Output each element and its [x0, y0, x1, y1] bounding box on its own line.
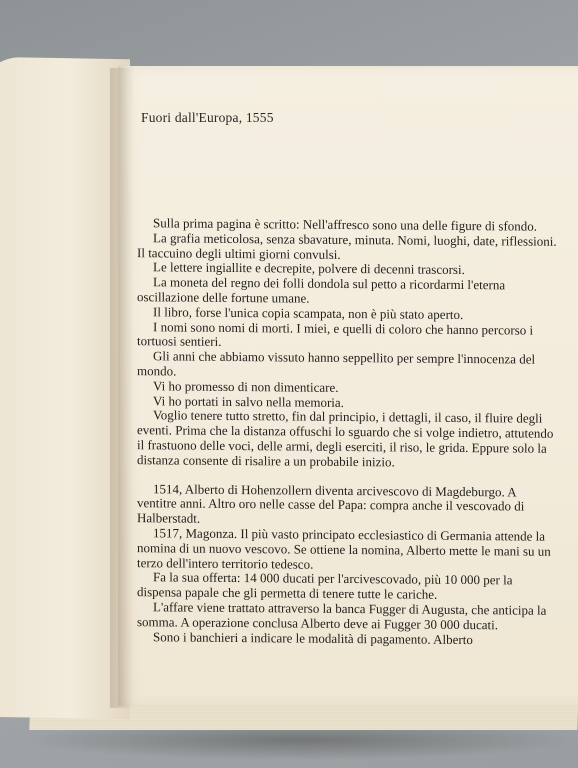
paragraph: Gli anni che abbiamo vissuto hanno seppellito per sempre l'innocenza del mondo. [137, 348, 536, 379]
paragraph: Vi ho promesso di non dimenticare. [153, 378, 339, 395]
paragraph: Le lettere ingiallite e decrepite, polvere di decenni trascorsi. [153, 259, 465, 278]
paragraph: Fa la sua offerta: 14 000 ducati per l'arcivescovado, più 10 000 per la dispensa papale che gli permetta di tenere tutte le cariche. [137, 569, 513, 602]
paragraph: 1514, Alberto di Hohenzollern diventa arcivescovo di Magdeburgo. A ventitre anni. Altro oro nelle casse del Papa: compra anche il vescovado di Halberstadt. [137, 480, 525, 526]
paragraph: 1517, Magonza. Il più vasto principato ecclesiastico di Germania attende la nomina di un nuovo vescovo. Se ottiene la nomina, Alberto mette le mani su un terzo dell'intero territorio tedesco. [137, 525, 551, 572]
running-header: Fuori dall'Europa, 1555 [141, 110, 274, 125]
paragraph: La moneta del regno dei folli dondola sul petto a ricordarmi l'eterna oscillazione delle fortune umane. [137, 274, 506, 306]
paragraph: Vi ho portati in salvo nella memoria. [153, 392, 344, 410]
paragraph: L'affare viene trattato attraverso la banca Fugger di Augusta, che anticipa la somma. A operazione conclusa Alberto deve ai Fugger 30 000 ducati. [137, 599, 547, 633]
book-gutter [110, 68, 134, 708]
paragraph: I nomi sono nomi di morti. I miei, e quelli di coloro che hanno percorso i tortuosi sentieri. [137, 318, 534, 350]
paragraph: La grafia meticolosa, senza sbavature, minuta. Nomi, luoghi, date, riflessioni. Il taccuino degli ultimi giorni convulsi. [137, 230, 557, 262]
page-text-block [137, 216, 557, 648]
paragraph: Voglio tenere tutto stretto, fin dal principio, i dettagli, il caso, il fluire degli eventi. Prima che la distanza offuschi lo sguardo che si volge indietro, attutendo il frastuono delle voci, delle armi, degli eserciti, il riso, le grida. Eppure solo la distanza consente di risalire a un probabile inizio. [137, 407, 554, 470]
paragraph: Il libro, forse l'unica copia scampata, non è più stato aperto. [153, 304, 464, 322]
paragraph: Sono i banchieri a indicare le modalità di pagamento. Alberto [153, 628, 473, 647]
paragraph: Sulla prima pagina è scritto: Nell'affresco sono una delle figure di sfondo. [153, 215, 538, 234]
